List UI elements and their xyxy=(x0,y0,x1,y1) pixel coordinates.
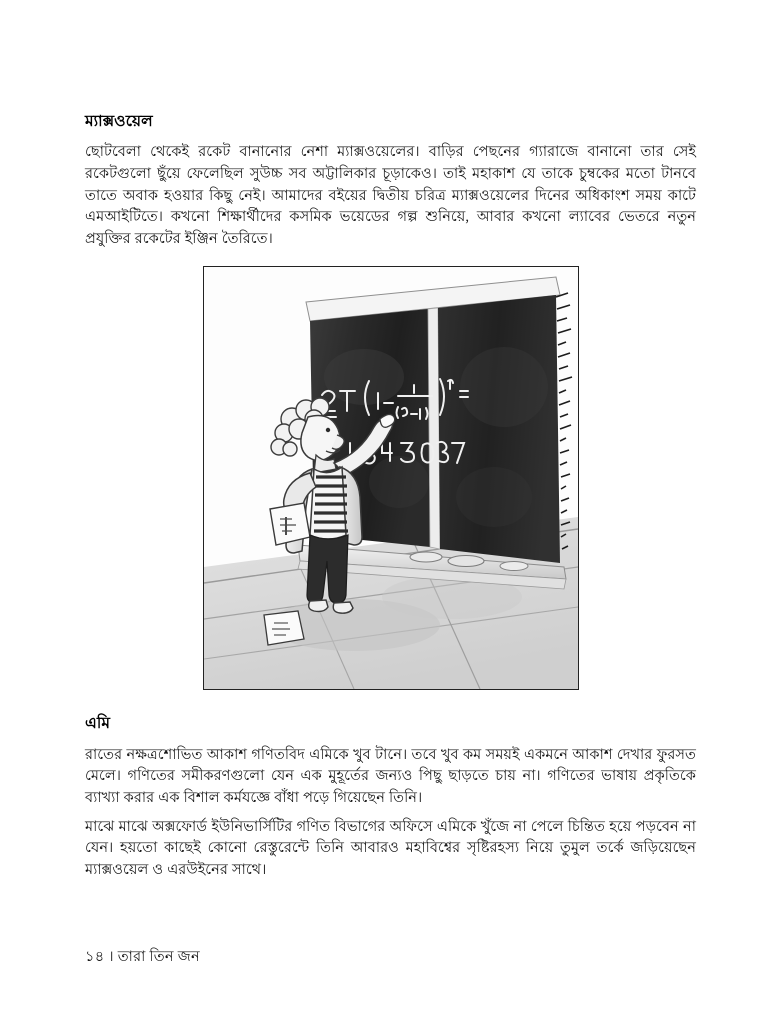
figure-container xyxy=(85,266,696,690)
page-footer: ১৪ । তারা তিন জন xyxy=(85,949,200,965)
section-heading-amy: এমি xyxy=(85,715,111,733)
blackboard-cartoon-illustration xyxy=(204,267,578,689)
paragraph-amy-2: মাঝে মাঝে অক্সফোর্ড ইউনিভার্সিটির গণিত বিভাগের অফিসে এমিকে খুঁজে না পেলে চিন্তিত হয়ে পড়বেন না যেন। হয়তো কাছেই কোনো রেস্তুরেন্টে তিনি আবারও মহাবিশ্বের সৃষ্টিরহস্য নিয়ে তুমুল তর্কে জড়িয়েছেন ম্যাক্সওয়েল ও এরউইনের সাথে। xyxy=(85,818,696,878)
dropped-paper xyxy=(264,611,304,645)
paragraph-amy-1: রাতের নক্ষত্রশোভিত আকাশ গণিতবিদ এমিকে খুব টানে। তবে খুব কম সময়ই একমনে আকাশ দেখার ফুরসত মেলে। গণিতের সমীকরণগুলো যেন এক মুহূর্তের জন্যও পিছু ছাড়তে চায় না। গণিতের ভাষায় প্রকৃতিকে ব্যাখ্যা করার এক বিশাল কর্মযজ্ঞে বাঁধা পড়ে গিয়েছেন তিনি। xyxy=(85,746,696,806)
held-papers xyxy=(270,503,310,545)
paragraph-maxwell-1: ছোটবেলা থেকেই রকেট বানানোর নেশা ম্যাক্সওয়েলের। বাড়ির পেছনের গ্যারাজে বানানো তার সেই রকেটগুলো ছুঁয়ে ফেলেছিল সুউচ্চ সব অট্টালিকার চূড়াকেও। তাই মহাকাশ যে তাকে চুম্বকের মতো টানবে তাতে অবাক হওয়ার কিছু নেই। আমাদের বইয়ের দ্বিতীয় চরিত্র ম্যাক্সওয়েলের দিনের অধিকাংশ সময় কাটে এমআইটিতে। কখনো শিক্ষার্থীদের কসমিক ভয়েডের গল্প শুনিয়ে, আবার কখনো ল্যাবের ভেতরে নতুন প্রযুক্তির রকেটের ইঞ্জিন তৈরিতে। xyxy=(85,144,696,247)
section-heading-maxwell: ম্যাক্সওয়েল xyxy=(85,113,153,130)
section-amy xyxy=(85,714,696,881)
illustration-frame xyxy=(203,266,579,690)
page-content xyxy=(85,112,696,881)
